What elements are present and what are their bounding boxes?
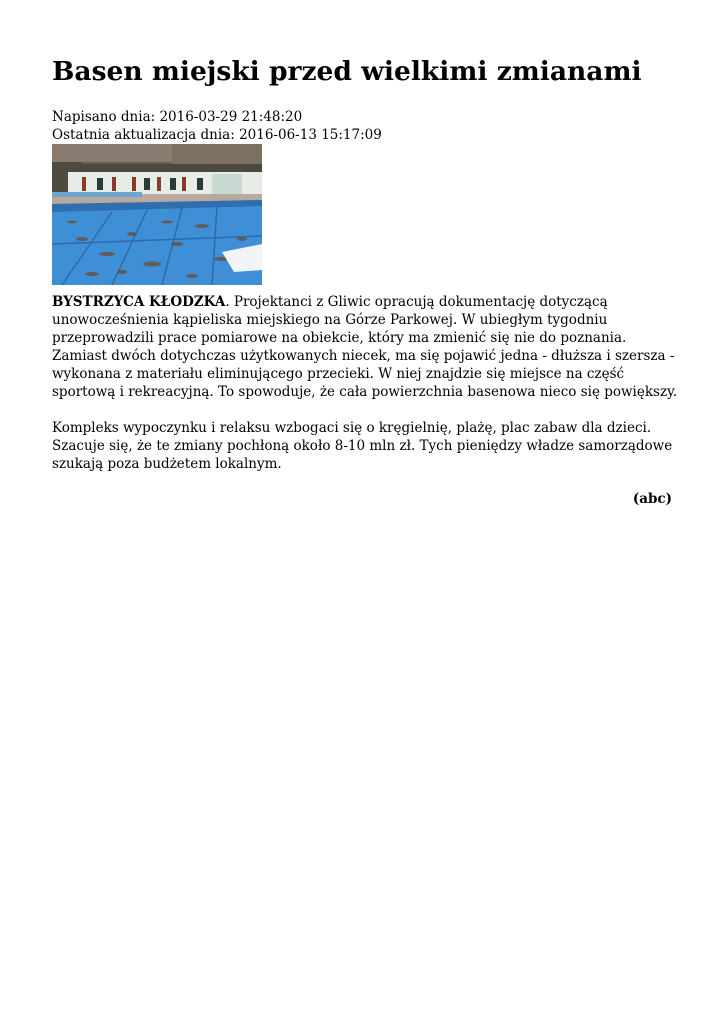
article-body (52, 293, 678, 491)
author-signature: (abc) (632, 491, 672, 507)
updated-date: Ostatnia aktualizacja dnia: 2016-06-13 15:17:09 (52, 126, 382, 143)
paragraph-1 (52, 293, 678, 401)
lead-place: BYSTRZYCA KŁODZKA (52, 294, 226, 310)
pool-photo (52, 144, 262, 285)
article-title: Basen miejski przed wielkimi zmianami (52, 56, 642, 87)
paragraph-1-text: . Projektanci z Gliwic opracują dokumentację dotyczącą unowocześnienia kąpieliska miejskiego na Górze Parkowej. W ubiegłym tygodniu przeprowadzili prace pomiarowe na obiekcie, który ma zmienić się nie do poznania. Zamiast dwóch dotychczas użytkowanych niecek, ma się pojawić jedna - dłuższa i szersza - wykonana z materiału eliminującego przecieki. W niej znajdzie się miejsce na część sportową i rekreacyjną. To spowoduje, że cała powierzchnia basenowa nieco się powiększy. (52, 294, 678, 400)
article-meta (52, 109, 382, 144)
paragraph-2: Kompleks wypoczynku i relaksu wzbogaci się o kręgielnię, plażę, plac zabaw dla dzieci. Szacuje się, że te zmiany pochłoną około 8-10 mln zł. Tych pieniędzy władze samorządowe szukają poza budżetem lokalnym. (52, 420, 673, 472)
written-date: Napisano dnia: 2016-03-29 21:48:20 (52, 109, 303, 125)
